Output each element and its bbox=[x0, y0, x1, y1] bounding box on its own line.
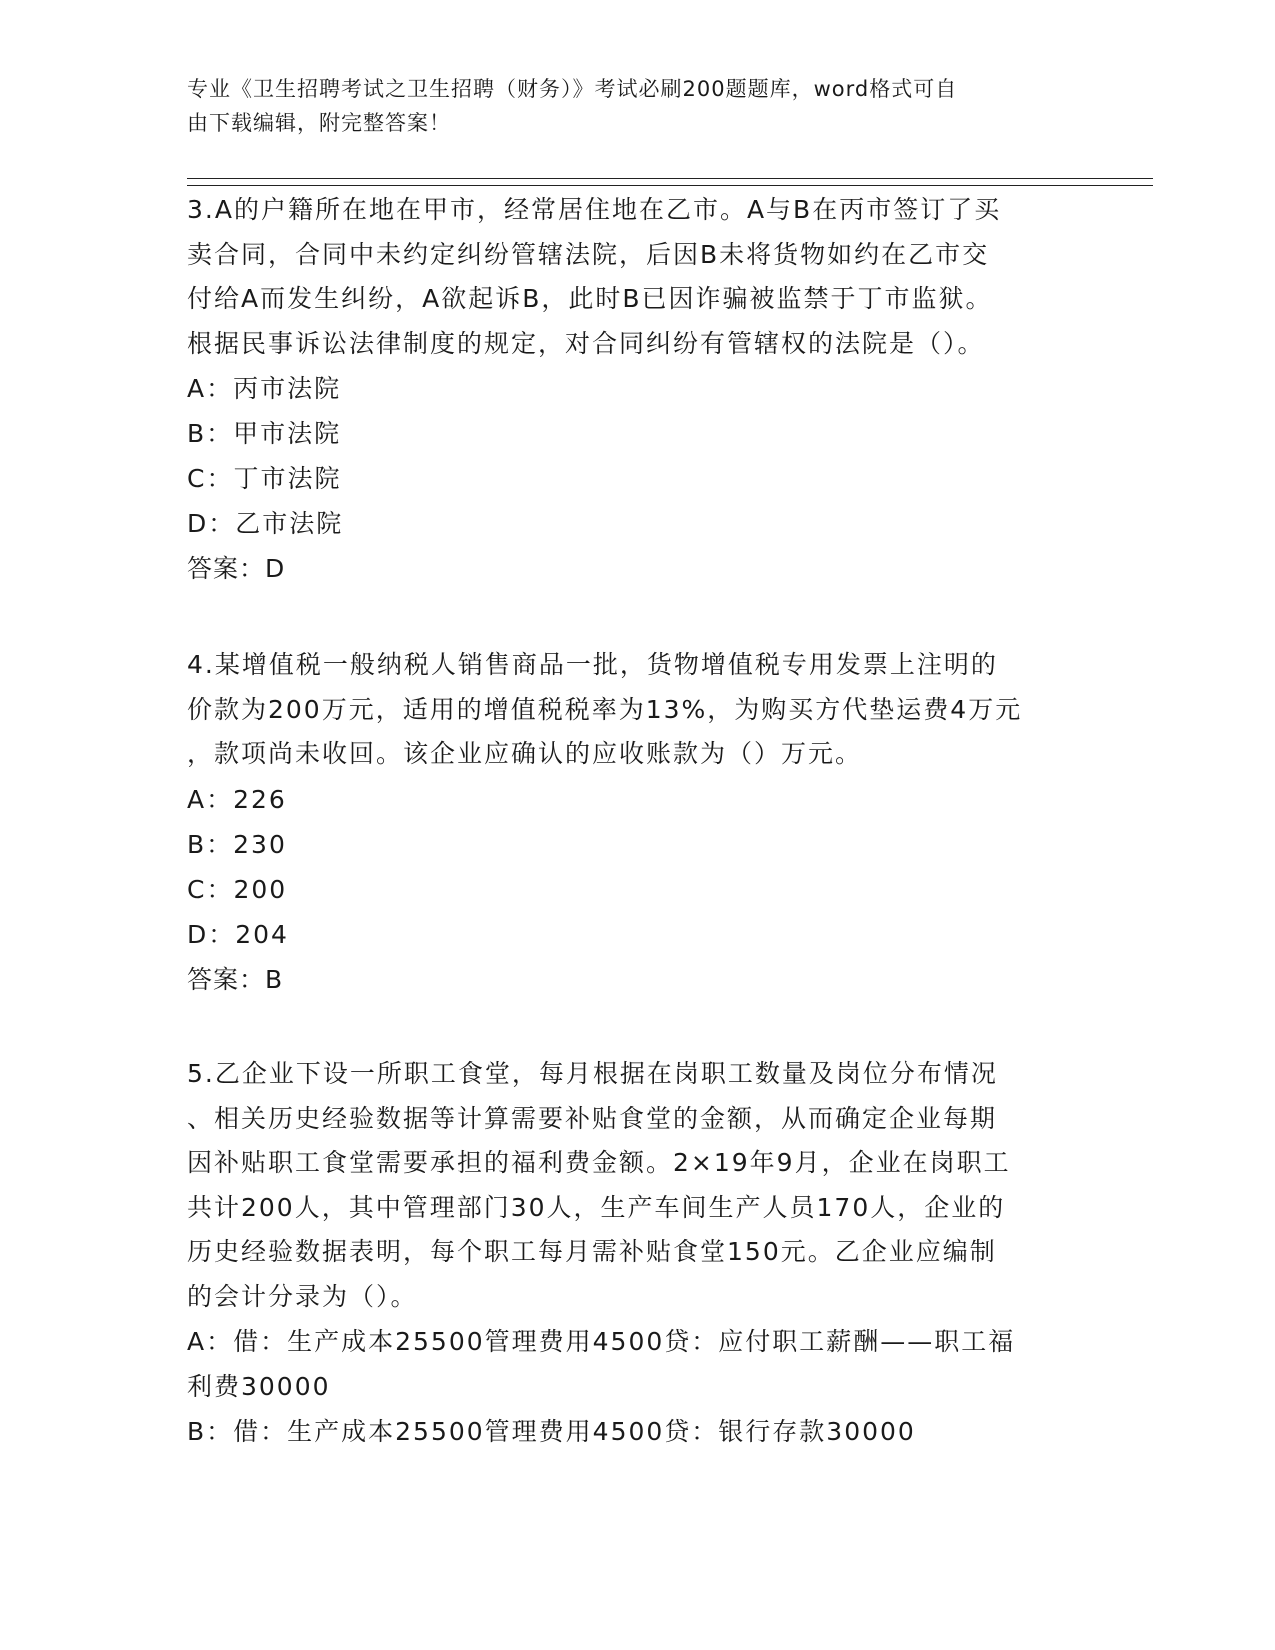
question-text-line: 因补贴职工食堂需要承担的福利费金额。2×19年9月，企业在岗职工 bbox=[187, 1148, 1011, 1177]
document-header bbox=[187, 72, 1067, 140]
option-d: D：乙市法院 bbox=[187, 509, 344, 538]
option-d: D：204 bbox=[187, 919, 289, 949]
option-b: B：甲市法院 bbox=[187, 419, 342, 448]
question-text-line: 卖合同，合同中未约定纠纷管辖法院，后因B未将货物如约在乙市交 bbox=[187, 239, 990, 269]
header-divider-bottom bbox=[187, 185, 1153, 186]
question-text-line: 5.乙企业下设一所职工食堂，每月根据在岗职工数量及岗位分布情况 bbox=[187, 1059, 998, 1088]
option-c: C：200 bbox=[187, 874, 288, 904]
question-text-line: 价款为200万元，适用的增值税税率为13%，为购买方代垫运费4万元 bbox=[187, 694, 1023, 724]
question-text-line: ，款项尚未收回。该企业应确认的应收账款为（）万元。 bbox=[187, 739, 863, 768]
question-4 bbox=[187, 643, 1087, 1002]
option-c: C：丁市法院 bbox=[187, 464, 342, 493]
question-text-line: 根据民事诉讼法律制度的规定，对合同纠纷有管辖权的法院是（）。 bbox=[187, 328, 985, 358]
option-a-continued: 利费30000 bbox=[187, 1372, 331, 1401]
answer: 答案：D bbox=[187, 554, 286, 583]
question-3 bbox=[187, 188, 1087, 591]
header-line-1: 专业《卫生招聘考试之卫生招聘（财务）》考试必刷200题题库，word格式可自 bbox=[187, 77, 958, 101]
question-text-line: 4.某增值税一般纳税人销售商品一批，货物增值税专用发票上注明的 bbox=[187, 650, 998, 679]
question-text-line: 共计200人，其中管理部门30人，生产车间生产人员170人，企业的 bbox=[187, 1192, 1006, 1222]
question-text-line: 、相关历史经验数据等计算需要补贴食堂的金额，从而确定企业每期 bbox=[187, 1103, 998, 1133]
option-b: B：230 bbox=[187, 829, 287, 859]
option-a: A：226 bbox=[187, 784, 287, 814]
question-text bbox=[187, 188, 1087, 366]
answer: 答案：B bbox=[187, 964, 284, 994]
question-text bbox=[187, 643, 1087, 777]
option-b: B：借：生产成本25500管理费用4500贷：银行存款30000 bbox=[187, 1417, 916, 1446]
header-line-2: 由下载编辑，附完整答案！ bbox=[187, 111, 451, 135]
question-text-line: 付给A而发生纠纷，A欲起诉B，此时B已因诈骗被监禁于丁市监狱。 bbox=[187, 284, 993, 313]
option-a: A：丙市法院 bbox=[187, 374, 342, 403]
question-text-line: 历史经验数据表明，每个职工每月需补贴食堂150元。乙企业应编制 bbox=[187, 1237, 997, 1266]
question-5 bbox=[187, 1052, 1087, 1454]
question-text-line: 3.A的户籍所在地在甲市，经常居住地在乙市。A与B在丙市签订了买 bbox=[187, 195, 1002, 224]
question-text bbox=[187, 1052, 1087, 1319]
question-text-line: 的会计分录为（）。 bbox=[187, 1281, 418, 1311]
option-a: A：借：生产成本25500管理费用4500贷：应付职工薪酬——职工福 bbox=[187, 1327, 1016, 1356]
header-divider-top bbox=[187, 178, 1153, 179]
